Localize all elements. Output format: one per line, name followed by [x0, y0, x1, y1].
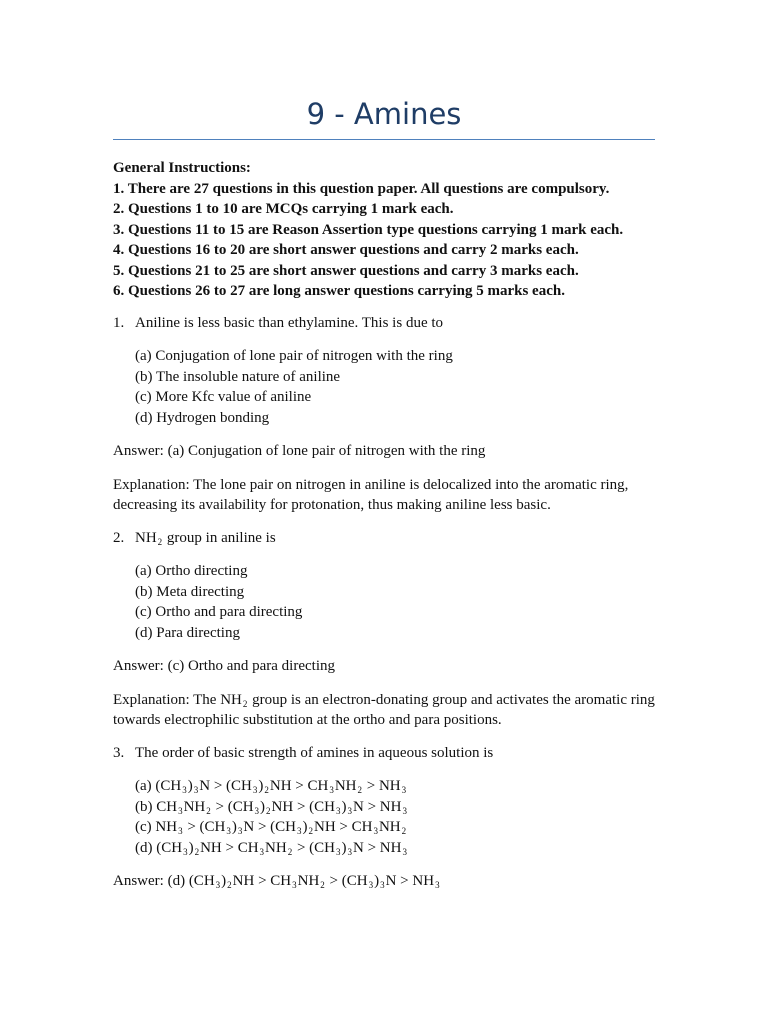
subscript: 3	[182, 785, 187, 795]
formula-text: N > NH	[353, 839, 402, 856]
subscript: 3	[292, 880, 297, 890]
question-1-options	[135, 346, 658, 428]
subscript: 3	[215, 880, 221, 890]
subscript: 3	[401, 785, 407, 795]
subscript: 2	[357, 785, 362, 795]
subscript: 2	[206, 805, 211, 816]
formula-text: NH	[334, 778, 357, 794]
formula-text: NH > CH	[232, 873, 292, 889]
formula-text: NH	[297, 873, 320, 889]
question-2-answer: Answer: (c) Ortho and para directing	[113, 658, 335, 674]
formula-text: > (CH	[183, 819, 226, 835]
subscript: 3	[254, 805, 260, 816]
subscript: 2	[242, 698, 248, 709]
formula-text: NH	[265, 839, 287, 856]
subscript: 3	[178, 826, 183, 836]
formula-text: NH > (CH	[271, 798, 336, 815]
formula-text: )	[231, 819, 237, 835]
subscript: 3	[297, 826, 302, 836]
formula-text: Answer: (d) (CH	[113, 873, 215, 889]
option-a	[135, 776, 658, 797]
formula-text: )	[188, 839, 194, 856]
option-a: (a) Ortho directing	[135, 563, 248, 579]
formula-text: N > (CH	[199, 778, 252, 794]
option-b: (b) The insoluble nature of aniline	[135, 368, 341, 385]
subscript: 3	[435, 880, 440, 890]
general-instructions	[113, 158, 658, 302]
subscript: 3	[402, 846, 407, 857]
subscript: 3	[329, 785, 334, 795]
question-3	[113, 743, 658, 764]
formula-text: )	[221, 873, 227, 889]
question-number: 3.	[113, 744, 125, 761]
instruction-item: 6. Questions 26 to 27 are long answer questions carrying 5 marks each.	[113, 283, 565, 299]
subscript: 3	[226, 826, 231, 836]
question-3-answer	[113, 871, 658, 892]
subscript: 2	[227, 880, 232, 890]
formula-text: NH > CH	[269, 778, 329, 794]
question-1-answer: Answer: (a) Conjugation of lone pair of nitrogen with the ring	[113, 443, 486, 459]
subscript: 3	[336, 846, 341, 857]
subscript: 3	[336, 805, 341, 816]
subscript: 3	[380, 880, 385, 890]
formula-text: )	[341, 839, 347, 856]
formula-text: N > (CH	[243, 819, 296, 835]
option-b	[135, 797, 658, 818]
formula-text: > (CH	[325, 873, 368, 889]
document-body	[113, 158, 658, 892]
subscript: 3	[373, 826, 378, 836]
formula-text: (c) NH	[135, 819, 178, 835]
subscript: 3	[347, 805, 353, 816]
formula-text: )	[374, 873, 380, 889]
option-a: (a) Conjugation of lone pair of nitrogen with the ring	[135, 348, 453, 364]
question-3-options	[135, 776, 658, 858]
subscript: 3	[237, 826, 243, 836]
question-number: 2.	[113, 529, 125, 546]
question-text: The order of basic strength of amines in aqueous solution is	[135, 744, 494, 761]
instruction-item: 1. There are 27 questions in this question paper. All questions are compulsory.	[113, 180, 610, 197]
instruction-item: 4. Questions 16 to 20 are short answer questions and carry 2 marks each.	[113, 242, 579, 258]
subscript: 3	[368, 880, 374, 890]
instruction-item: 2. Questions 1 to 10 are MCQs carrying 1 mark each.	[113, 201, 454, 217]
instruction-item: 5. Questions 21 to 25 are short answer questions and carry 3 marks each.	[113, 262, 579, 279]
subscript: 3	[259, 846, 265, 857]
question-1-explanation: Explanation: The lone pair on nitrogen in aniline is delocalized into the aromatic ring, decreasing its availability for protonation, thus making aniline less basic.	[113, 476, 629, 513]
formula-text: (b) CH	[135, 798, 178, 815]
option-d	[135, 838, 658, 859]
subscript: 3	[347, 846, 353, 857]
option-d: (d) Hydrogen bonding	[135, 409, 270, 426]
formula-text: N > NH	[385, 873, 435, 889]
question-text: Aniline is less basic than ethylamine. This is due to	[135, 314, 444, 331]
formula-text: )	[341, 798, 347, 815]
formula-text: )	[302, 819, 308, 835]
option-c	[135, 817, 658, 838]
question-1	[113, 313, 658, 334]
formula-text: )	[258, 778, 264, 794]
option-b: (b) Meta directing	[135, 583, 245, 600]
explanation-text: Explanation: The NH	[113, 691, 242, 708]
subscript: 3	[183, 846, 188, 857]
question-2	[113, 528, 658, 549]
formula-text: NH > CH	[200, 839, 259, 856]
subscript: 2	[194, 846, 200, 857]
subscript: 3	[178, 805, 183, 816]
subscript: 2	[308, 826, 313, 836]
formula-text: > (CH	[211, 798, 254, 815]
formula-text: NH	[378, 819, 401, 835]
instruction-item: 3. Questions 11 to 15 are Reason Assertion type questions carrying 1 mark each.	[113, 221, 624, 238]
subscript: 3	[193, 785, 199, 795]
subscript: 2	[157, 536, 163, 547]
formula-text: > (CH	[293, 839, 336, 856]
title-underline	[113, 139, 655, 140]
explanation-text-rest: group is an electron-donating group and activates the aromatic ring towards electrophilic substitution at the ortho and para positions.	[113, 691, 655, 728]
subscript: 2	[287, 846, 293, 857]
formula-text: NH	[135, 529, 157, 546]
question-text-rest: group in aniline is	[163, 529, 276, 546]
formula-text: (d) (CH	[135, 839, 183, 856]
question-number: 1.	[113, 314, 125, 331]
formula-text: )	[260, 798, 266, 815]
subscript: 2	[401, 826, 407, 836]
subscript: 2	[266, 805, 271, 816]
formula-text: )	[187, 778, 193, 794]
question-2-options	[135, 561, 658, 643]
formula-text: NH > CH	[314, 819, 373, 835]
question-2-explanation	[113, 690, 658, 731]
option-d: (d) Para directing	[135, 624, 240, 641]
formula-text: N > NH	[353, 798, 402, 815]
subscript: 2	[264, 785, 269, 795]
formula-text: NH	[183, 798, 206, 815]
question-text	[135, 528, 276, 549]
subscript: 3	[402, 805, 407, 816]
subscript: 3	[252, 785, 258, 795]
option-c: (c) Ortho and para directing	[135, 604, 303, 620]
option-c: (c) More Kfc value of aniline	[135, 389, 312, 405]
subscript: 2	[320, 880, 325, 890]
instructions-heading: General Instructions:	[113, 160, 251, 176]
formula-text: > NH	[363, 778, 401, 794]
formula-text: (a) (CH	[135, 778, 182, 794]
page-title: 9 - Amines	[306, 97, 462, 131]
